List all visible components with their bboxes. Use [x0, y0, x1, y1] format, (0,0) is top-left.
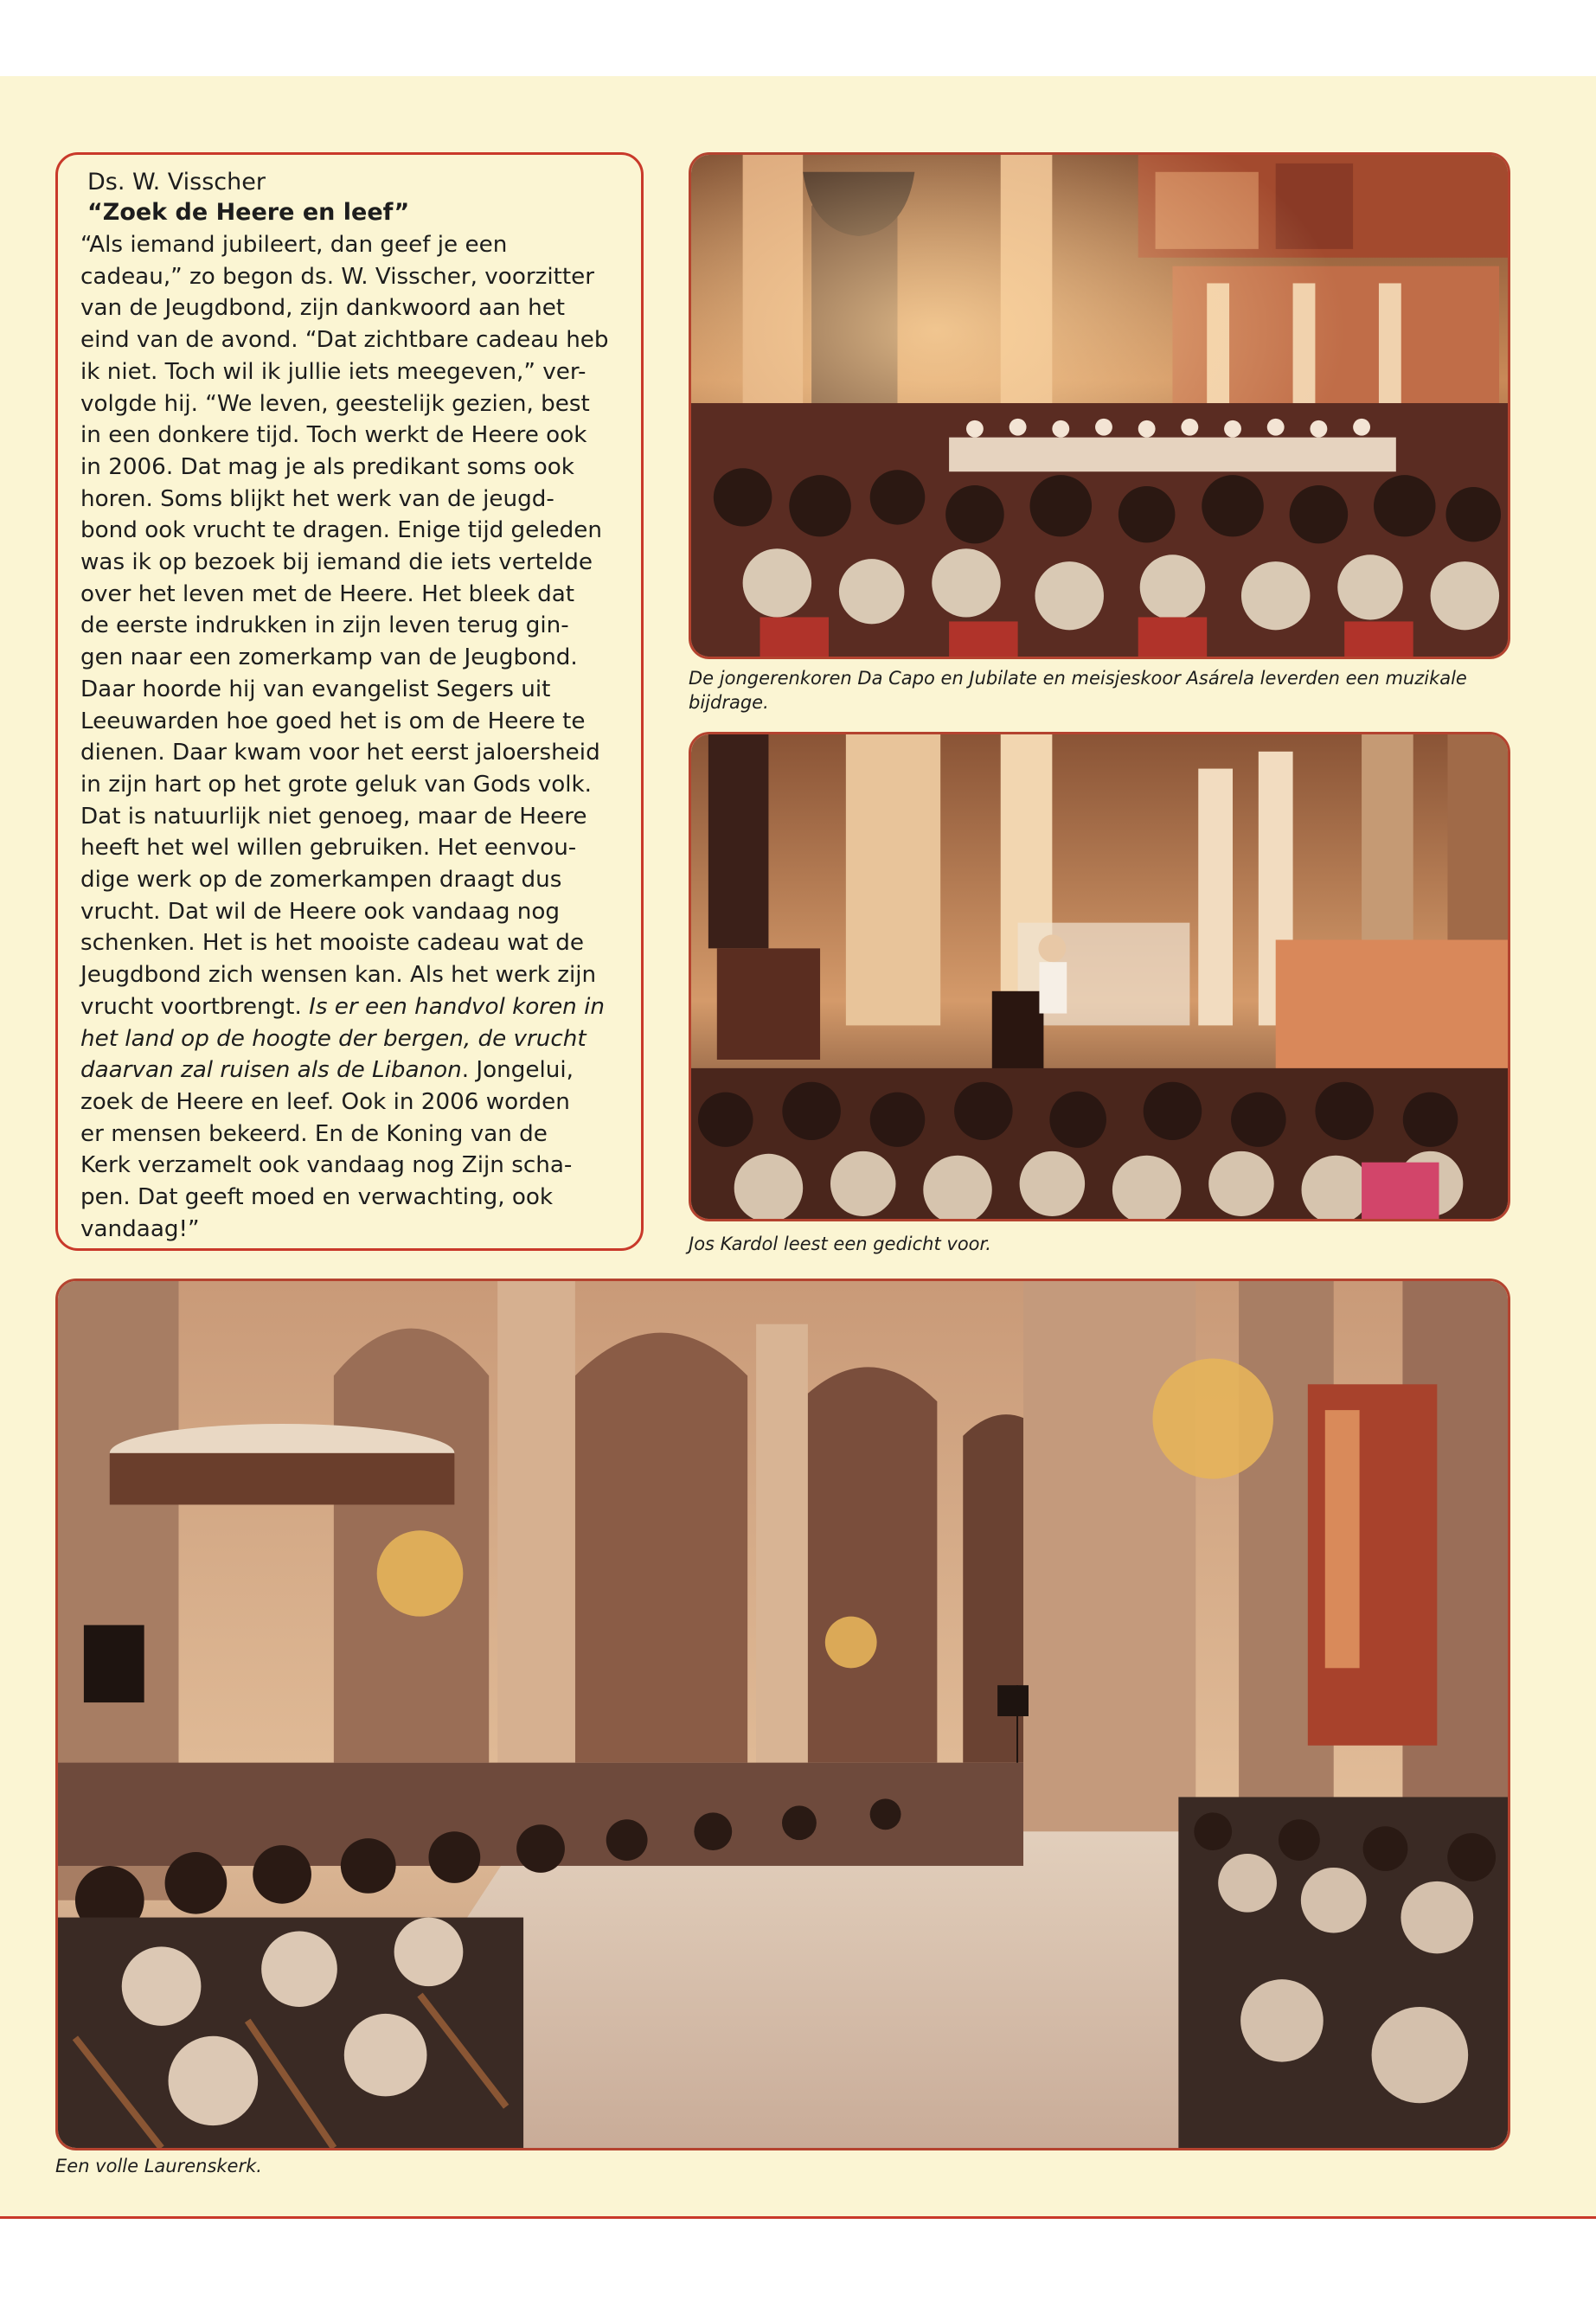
article-text-segment: horen. Soms blijkt het werk van de jeugd- — [80, 485, 554, 512]
article-text-segment: het land op de hoogte der bergen, de vrucht — [80, 1025, 586, 1052]
article-line — [80, 1182, 622, 1214]
article-text-segment: Daar hoorde hij van evangelist Segers uit — [80, 676, 551, 702]
article-text-segment: bond ook vrucht te dragen. Enige tijd geleden — [80, 517, 602, 544]
article-text-segment: was ik op bezoek bij iemand die iets vertelde — [80, 549, 593, 576]
article-line — [80, 1054, 622, 1086]
article-line — [80, 769, 622, 801]
choir-caption: De jongerenkoren Da Capo en Jubilate en meisjeskoor Asárela leverden een muzikale bijdrage. — [689, 668, 1467, 713]
article-line — [80, 801, 622, 833]
article-line — [80, 515, 622, 547]
article-text-segment: vandaag!” — [80, 1215, 200, 1242]
article-line — [80, 452, 622, 484]
article-text-segment: Jeugdbond zich wensen kan. Als het werk zijn — [80, 962, 597, 989]
article-line — [80, 484, 622, 516]
article-text-segment: zoek de Heere en leef. Ook in 2006 worden — [80, 1088, 570, 1115]
article-text-segment: de eerste indrukken in zijn leven terug gin- — [80, 612, 569, 639]
article-text-segment: in een donkere tijd. Toch werkt de Heere ook — [80, 422, 587, 449]
article-headline: “Zoek de Heere en leef” — [87, 199, 410, 226]
article-line — [80, 896, 622, 928]
article-line — [80, 674, 622, 706]
article-text-segment: Leeuwarden hoe goed het is om de Heere te — [80, 708, 586, 734]
article-line — [80, 1214, 622, 1246]
article-line — [80, 356, 622, 388]
article-line — [80, 737, 622, 769]
article-text-segment: “Als iemand jubileert, dan geef je een — [80, 232, 508, 258]
article-line — [80, 388, 622, 420]
article-text-segment: er mensen bekeerd. En de Koning van de — [80, 1120, 548, 1147]
article-text-segment: Is er een handvol koren in — [309, 993, 605, 1020]
article-line — [80, 959, 622, 991]
article-text-segment: dienen. Daar kwam voor het eerst jaloersheid — [80, 740, 600, 766]
article-text-segment: volgde hij. “We leven, geestelijk gezien, best — [80, 390, 590, 417]
article-text-segment: cadeau,” zo begon ds. W. Visscher, voorzitter — [80, 263, 595, 290]
choir-photo — [689, 152, 1510, 659]
church-interior-photo — [55, 1279, 1510, 2150]
article-line — [80, 229, 622, 261]
article-text-segment: heeft het wel willen gebruiken. Het eenvou- — [80, 835, 577, 862]
reader-photo — [689, 732, 1510, 1221]
article-text-segment: vrucht. Dat wil de Heere ook vandaag nog — [80, 898, 561, 925]
article-text-segment: in 2006. Dat mag je als predikant soms ook — [80, 453, 574, 480]
article-text-segment: vrucht voortbrengt. — [80, 993, 310, 1020]
article-text-segment: . Jongelui, — [461, 1057, 574, 1084]
article-line — [80, 642, 622, 674]
article-text-segment: gen naar een zomerkamp van de Jeugbond. — [80, 644, 578, 671]
article-box — [55, 152, 644, 1251]
article-line — [80, 261, 622, 293]
article-line — [80, 832, 622, 864]
article-text-segment: schenken. Het is het mooiste cadeau wat de — [80, 930, 584, 957]
article-line — [80, 1086, 622, 1118]
article-line — [80, 324, 622, 356]
article-line — [80, 706, 622, 738]
article-text-segment: eind van de avond. “Dat zichtbare cadeau heb — [80, 327, 609, 354]
article-text-segment: dige werk op de zomerkampen draagt dus — [80, 867, 562, 894]
article-line — [80, 579, 622, 611]
article-text-segment: in zijn hart op het grote geluk van Gods volk. — [80, 771, 592, 798]
article-text-segment: van de Jeugdbond, zijn dankwoord aan het — [80, 295, 566, 322]
article-line — [80, 864, 622, 896]
article-text-segment: pen. Dat geeft moed en verwachting, ook — [80, 1184, 554, 1211]
article-line — [80, 292, 622, 324]
article-text-segment: daarvan zal ruisen als de Libanon — [80, 1057, 462, 1084]
footer-strip — [0, 2219, 1596, 2301]
article-line — [80, 1150, 622, 1182]
article-text-segment: over het leven met de Heere. Het bleek dat — [80, 580, 575, 607]
reader-caption: Jos Kardol leest een gedicht voor. — [689, 1234, 991, 1254]
article-text-segment: Dat is natuurlijk niet genoeg, maar de Heere — [80, 803, 587, 830]
article-line — [80, 1023, 622, 1055]
article-line — [80, 927, 622, 959]
article-author: Ds. W. Visscher — [87, 169, 266, 195]
article-line — [80, 991, 622, 1023]
article-body — [80, 229, 622, 1246]
article-text-segment: Kerk verzamelt ook vandaag nog Zijn scha- — [80, 1152, 573, 1179]
article-line — [80, 1118, 622, 1150]
article-line — [80, 610, 622, 642]
article-text-segment: ik niet. Toch wil ik jullie iets meegeven,” ver- — [80, 358, 586, 385]
article-line — [80, 420, 622, 452]
church-caption: Een volle Laurenskerk. — [55, 2156, 262, 2176]
article-line — [80, 547, 622, 579]
